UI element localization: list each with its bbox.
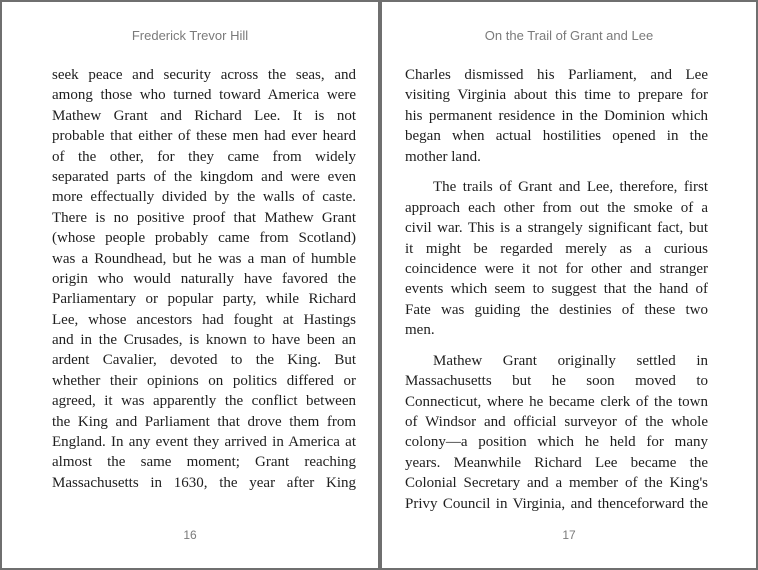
left-page[interactable] (2, 2, 378, 568)
text-line: the King and Parliament that drove them from (52, 413, 356, 430)
text-line: Charles dismissed his Parliament, and Lee (405, 67, 708, 83)
text-line: origin who would naturally have favored the (52, 270, 356, 287)
text-line: events which seem to suggest that the hand of (405, 281, 708, 298)
text-line: of Windsor and official surveyor of the whole (405, 414, 708, 431)
text-line: whether their opinions on politics differed or (52, 372, 356, 389)
left-running-head: Frederick Trevor Hill (131, 28, 249, 43)
text-line: of the other, for they came from widely (52, 148, 356, 165)
right-page-number: 17 (562, 528, 576, 542)
text-line: Massachusetts in 1630, the year after King (52, 474, 356, 491)
right-page-text (405, 65, 708, 514)
right-page[interactable] (382, 2, 756, 568)
paragraph-gap (405, 340, 708, 350)
text-line: separated parts of the kingdom and were even (52, 168, 356, 185)
text-line: Connecticut, where he became clerk of the town (405, 393, 708, 410)
text-line: was a Roundhead, but he was a man of humble (52, 250, 356, 267)
right-running-head: On the Trail of Grant and Lee (484, 28, 654, 43)
text-line: and in the Crusades, is known to have been an (52, 332, 356, 349)
text-line: Privy Council in Virginia, and thenceforward the (405, 495, 708, 512)
text-line: The trails of Grant and Lee, therefore, first (433, 179, 708, 196)
left-page-number: 16 (183, 528, 197, 542)
text-line: almost the same moment; Grant reaching (52, 454, 356, 471)
text-line: his permanent residence in the Dominion which (405, 107, 708, 124)
text-line: Mathew Grant originally settled in (433, 352, 708, 369)
text-line: began when actual hostilities opened in the (405, 128, 708, 145)
text-line: it might be regarded merely as a curious (405, 240, 708, 257)
text-line: Parliamentary or popular party, while Richard (52, 291, 356, 308)
text-line: England. In any event they arrived in America at (52, 434, 356, 451)
text-line: agreed, it was apparently the conflict between (52, 393, 356, 410)
left-page-text (52, 65, 356, 493)
text-line: visiting Virginia about this time to prepare for (405, 87, 708, 104)
text-line: approach each other from out the smoke of a (405, 199, 708, 216)
text-line: among those who turned toward America were (52, 87, 356, 104)
text-line: Mathew Grant and Richard Lee. It is not (52, 107, 356, 124)
text-line: Fate was guiding the destinies of these two (405, 301, 708, 318)
text-line: years. Meanwhile Richard Lee became the (405, 454, 708, 471)
text-line: colony—a position which he held for many (405, 434, 708, 451)
text-line: Lee, whose ancestors had fought at Hastings (52, 311, 356, 328)
text-line: There is no positive proof that Mathew Grant (52, 209, 356, 226)
text-line: Colonial Secretary and a member of the King's (405, 475, 708, 492)
text-line: (whose people probably came from Scotland) (52, 230, 356, 247)
text-line: men. (405, 322, 435, 339)
text-line: probable that either of these men had ever heard (52, 128, 356, 145)
text-line: mother land. (405, 148, 481, 165)
text-line: civil war. This is a strangely significant fact, but (405, 220, 708, 237)
text-line: more effectually divided by the walls of caste. (52, 189, 356, 206)
text-line: ardent Cavalier, devoted to the King. But (52, 352, 356, 369)
paragraph-gap (405, 167, 708, 177)
text-line: seek peace and security across the seas, and (52, 67, 356, 83)
text-line: Massachusetts but he soon moved to (405, 373, 708, 390)
text-line: coincidence were it not for other and stranger (405, 260, 708, 277)
